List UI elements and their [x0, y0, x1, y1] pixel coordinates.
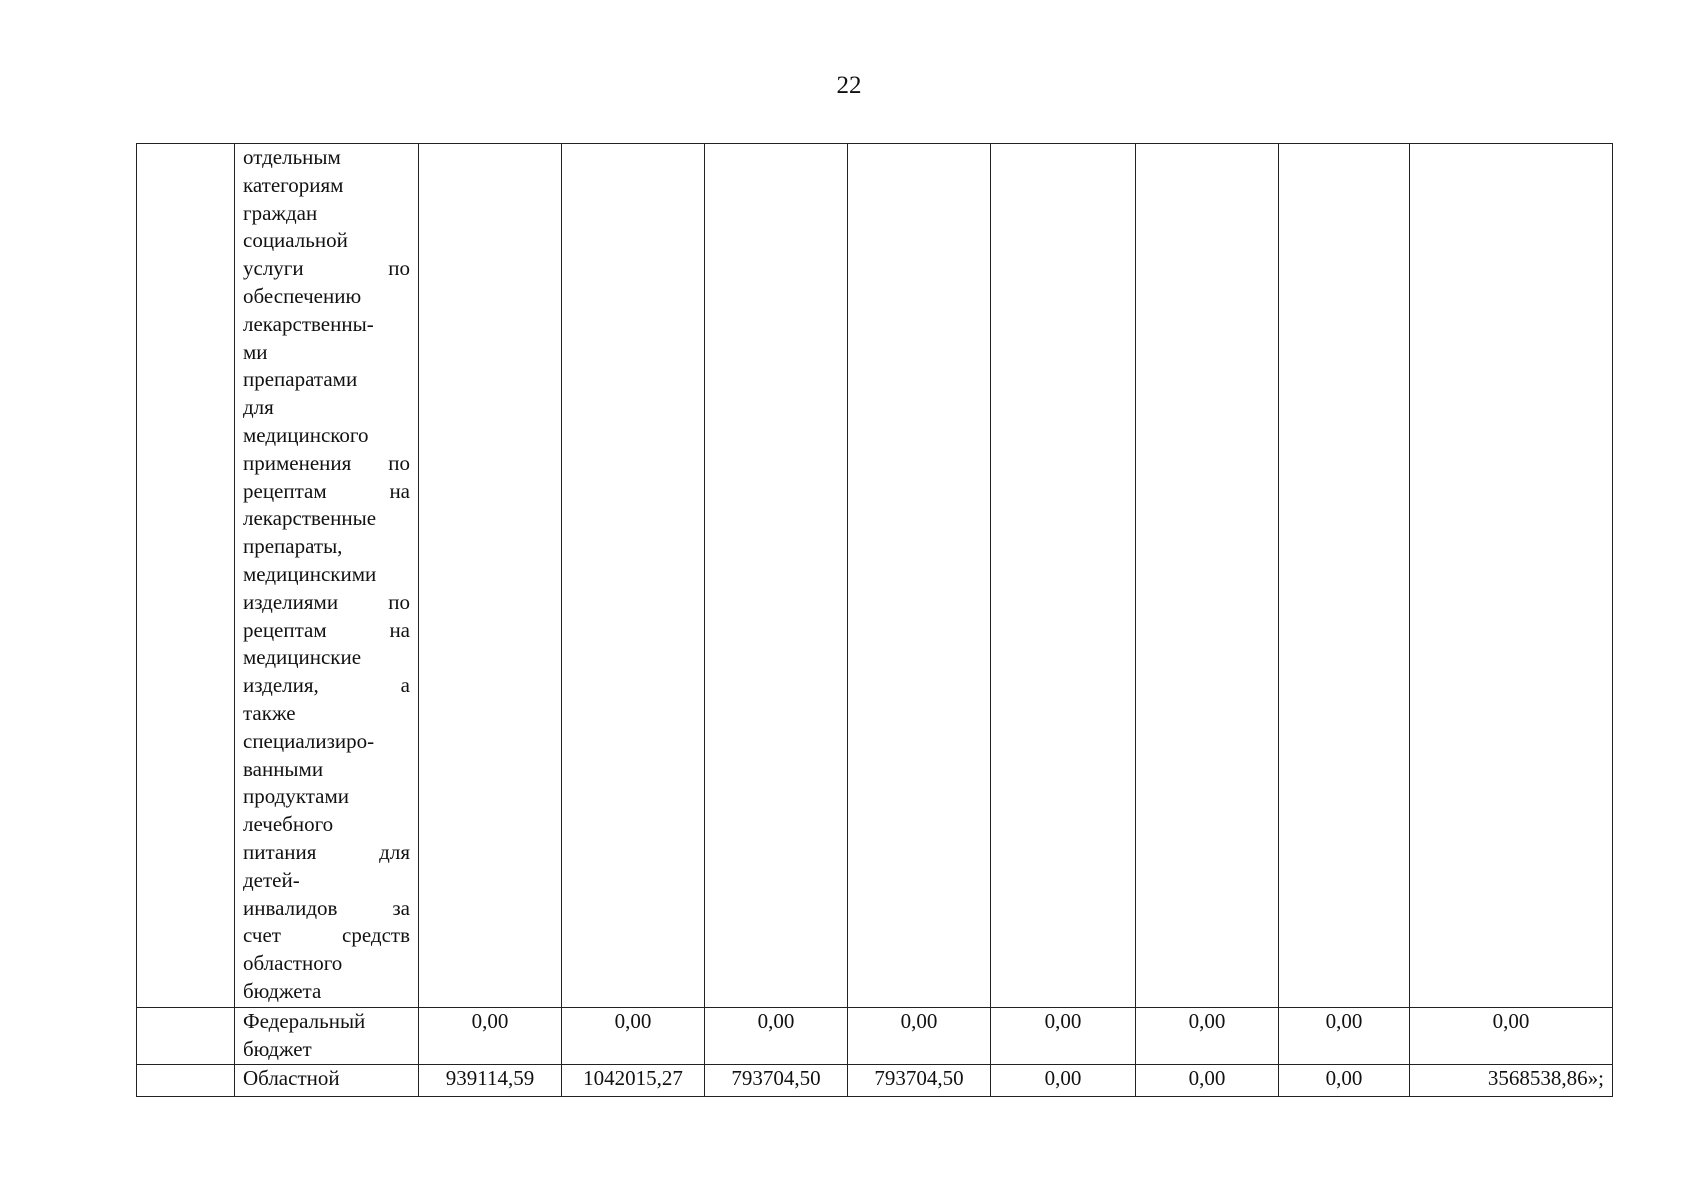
- description-line: [243, 311, 410, 339]
- description-line: [243, 950, 410, 978]
- description-word: детей-: [243, 867, 300, 892]
- description-word: по: [388, 589, 410, 614]
- description-word: питания: [243, 839, 317, 864]
- value-cell: 0,00: [562, 1008, 705, 1065]
- description-word: инвалидов: [243, 895, 338, 920]
- description-word: рецептам: [243, 478, 327, 503]
- value-cell: 0,00: [1136, 1008, 1279, 1065]
- budget-table: [136, 143, 1613, 1097]
- description-line: [243, 450, 410, 478]
- description-word: продуктами: [243, 784, 350, 809]
- value-cell: 0,00: [1279, 1008, 1410, 1065]
- description-line: [243, 922, 410, 950]
- table-row-federal: [137, 1008, 1613, 1065]
- description-word: изделия,: [243, 673, 319, 698]
- empty-cell: [137, 1008, 235, 1065]
- description-text: [243, 144, 410, 1006]
- description-word: на: [389, 478, 410, 503]
- description-word: на: [389, 617, 410, 642]
- description-line: [243, 756, 410, 784]
- value-cell: 0,00: [705, 1008, 848, 1065]
- description-line: [243, 561, 410, 589]
- description-line: [243, 505, 410, 533]
- description-word: рецептам: [243, 617, 327, 642]
- row-label: Федеральный бюджет: [235, 1008, 419, 1065]
- description-word: граждан: [243, 200, 318, 225]
- description-word: бюджета: [243, 978, 322, 1003]
- description-word: а: [400, 673, 410, 698]
- empty-cell: [1279, 144, 1410, 1008]
- description-cell: [235, 144, 419, 1008]
- description-line: [243, 394, 410, 422]
- description-word: категориям: [243, 172, 344, 197]
- description-word: по: [388, 256, 410, 281]
- empty-cell: [1136, 144, 1279, 1008]
- value-cell: 3568538,86»;: [1410, 1065, 1613, 1097]
- value-cell: 0,00: [1279, 1065, 1410, 1097]
- description-word: медицинские: [243, 645, 362, 670]
- description-line: [243, 672, 410, 700]
- description-line: [243, 422, 410, 450]
- description-word: обеспечению: [243, 283, 362, 308]
- description-line: [243, 839, 410, 867]
- description-line: [243, 978, 410, 1006]
- table-row-regional: [137, 1065, 1613, 1097]
- description-word: препараты,: [243, 534, 343, 559]
- value-cell: 0,00: [991, 1065, 1136, 1097]
- description-row: [137, 144, 1613, 1008]
- description-word: изделиями: [243, 589, 339, 614]
- description-line: [243, 200, 410, 228]
- empty-cell: [419, 144, 562, 1008]
- description-word: ванными: [243, 756, 324, 781]
- description-line: [243, 283, 410, 311]
- description-word: за: [392, 895, 410, 920]
- page-number: 22: [836, 72, 862, 99]
- description-word: также: [243, 700, 296, 725]
- description-line: [243, 533, 410, 561]
- value-cell: 0,00: [991, 1008, 1136, 1065]
- description-line: [243, 728, 410, 756]
- description-line: [243, 255, 410, 283]
- value-cell: 793704,50: [848, 1065, 991, 1097]
- description-word: для: [379, 839, 410, 864]
- description-line: [243, 227, 410, 255]
- value-cell: 1042015,27: [562, 1065, 705, 1097]
- description-word: отдельным: [243, 145, 341, 169]
- description-line: [243, 700, 410, 728]
- description-line: [243, 617, 410, 645]
- description-word: услуги: [243, 256, 304, 281]
- empty-cell: [562, 144, 705, 1008]
- description-word: социальной: [243, 228, 348, 253]
- value-cell: 0,00: [419, 1008, 562, 1065]
- empty-cell: [137, 144, 235, 1008]
- description-word: лекарственны-: [243, 311, 374, 336]
- description-word: специализиро-: [243, 728, 375, 753]
- description-word: лечебного: [243, 812, 334, 837]
- description-word: применения: [243, 450, 352, 475]
- description-line: [243, 895, 410, 923]
- value-cell: 0,00: [1136, 1065, 1279, 1097]
- description-line: [243, 339, 410, 367]
- description-line: [243, 644, 410, 672]
- value-cell: 939114,59: [419, 1065, 562, 1097]
- description-line: [243, 811, 410, 839]
- description-word: лекарственные: [243, 506, 377, 531]
- value-cell: 0,00: [1410, 1008, 1613, 1065]
- description-line: [243, 172, 410, 200]
- description-word: препаратами: [243, 367, 358, 392]
- description-line: [243, 478, 410, 506]
- description-word: по: [388, 450, 410, 475]
- description-word: ми: [243, 339, 268, 364]
- empty-cell: [848, 144, 991, 1008]
- description-word: медицинскими: [243, 561, 377, 586]
- description-word: счет: [243, 923, 281, 948]
- description-word: медицинского: [243, 422, 369, 447]
- description-word: средств: [342, 923, 410, 948]
- description-line: [243, 783, 410, 811]
- empty-cell: [137, 1065, 235, 1097]
- description-line: [243, 867, 410, 895]
- description-line: [243, 144, 410, 172]
- empty-cell: [1410, 144, 1613, 1008]
- empty-cell: [991, 144, 1136, 1008]
- description-word: областного: [243, 951, 343, 976]
- description-line: [243, 589, 410, 617]
- value-cell: 0,00: [848, 1008, 991, 1065]
- value-cell: 793704,50: [705, 1065, 848, 1097]
- description-line: [243, 366, 410, 394]
- row-label: Областной: [235, 1065, 419, 1097]
- description-word: для: [243, 395, 274, 420]
- empty-cell: [705, 144, 848, 1008]
